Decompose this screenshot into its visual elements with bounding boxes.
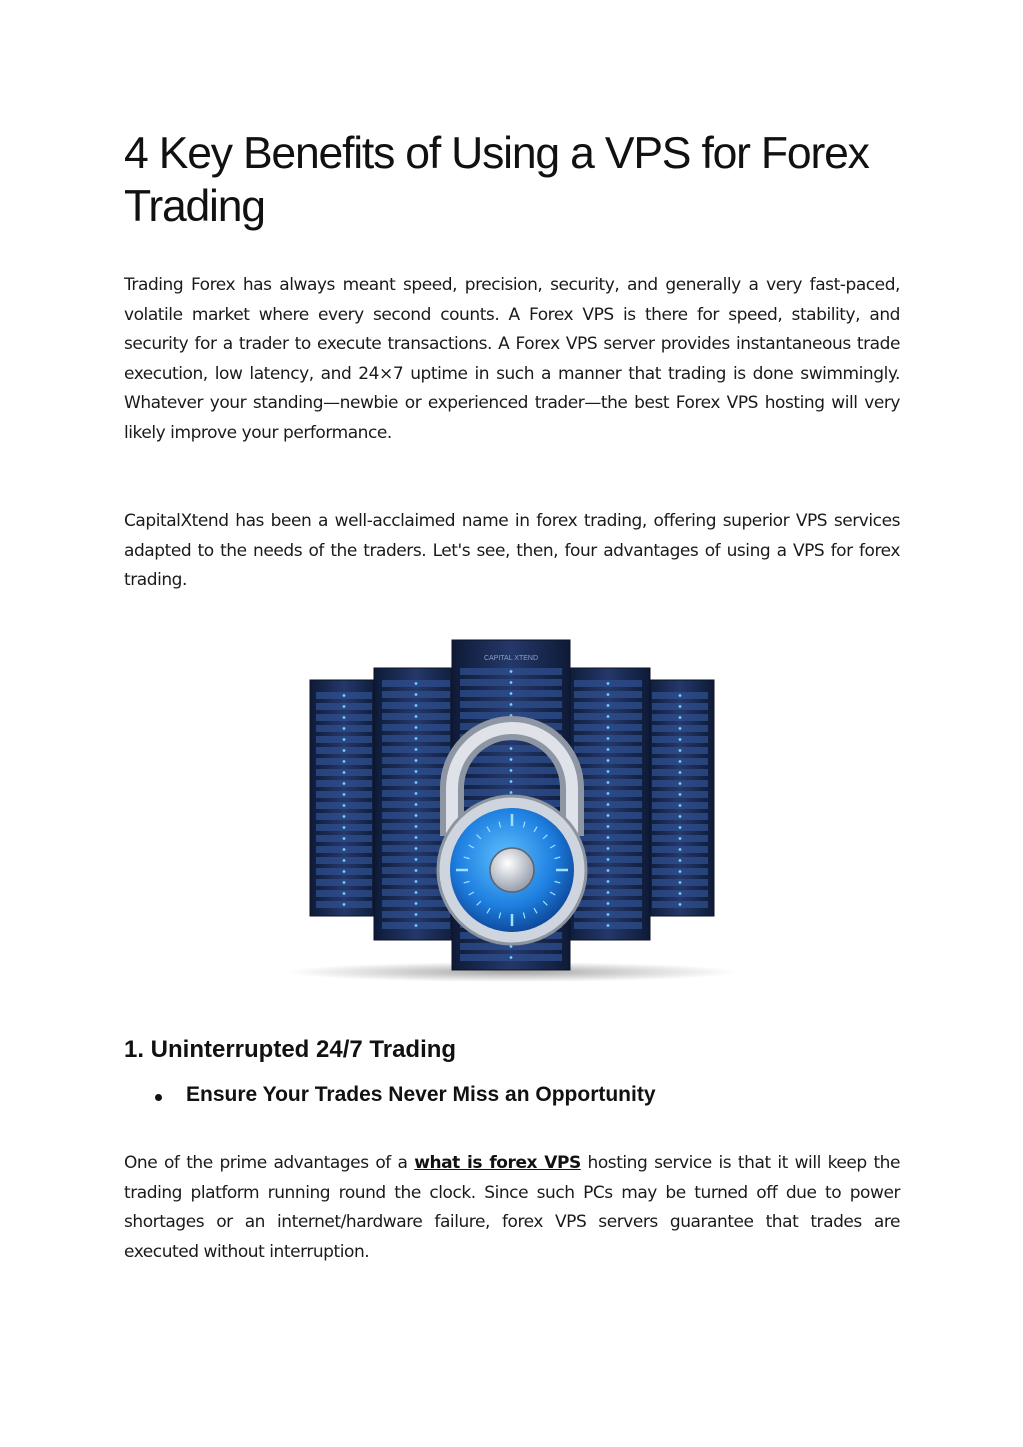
section-heading: 1. Uninterrupted 24/7 Trading: [124, 1036, 457, 1063]
intro-paragraph: Trading Forex has always meant speed, precision, security, and generally a very fast-paced, volatile market where every second counts. A Forex VPS is there for speed, stability, and security for a trader to execute transactions. A Forex VPS server provides instantaneous trade execution, low latency, and 24×7 uptime in such a manner that trading is done swimmingly. Whatever your standing—newbie or experienced trader—the best Forex VPS hosting will very likely improve your performance.: [124, 275, 900, 443]
bullet-icon: [155, 1094, 162, 1101]
forex-vps-link[interactable]: what is forex VPS: [414, 1153, 581, 1173]
section-text-after: hosting service is that it will keep the trading platform running round the clock. Since such PCs may be turned off due to power shortages or an internet/hardware failure, forex VPS servers guarantee that trades are executed without interruption.: [124, 1153, 900, 1262]
list-item: [124, 1083, 656, 1107]
rack-label: CAPITAL XTEND: [483, 655, 539, 662]
bullet-list: [124, 1083, 656, 1107]
server-racks-padlock-icon: [284, 638, 740, 982]
section-paragraph: [124, 1149, 900, 1267]
page-title: 4 Key Benefits of Using a VPS for Forex Trading: [124, 129, 869, 231]
about-paragraph: CapitalXtend has been a well-acclaimed name in forex trading, offering superior VPS services adapted to the needs of the traders. Let's see, then, four advantages of using a VPS for forex trading.: [124, 511, 900, 590]
bullet-text: Ensure Your Trades Never Miss an Opportunity: [186, 1083, 656, 1106]
section-text-before: One of the prime advantages of a: [124, 1153, 415, 1173]
